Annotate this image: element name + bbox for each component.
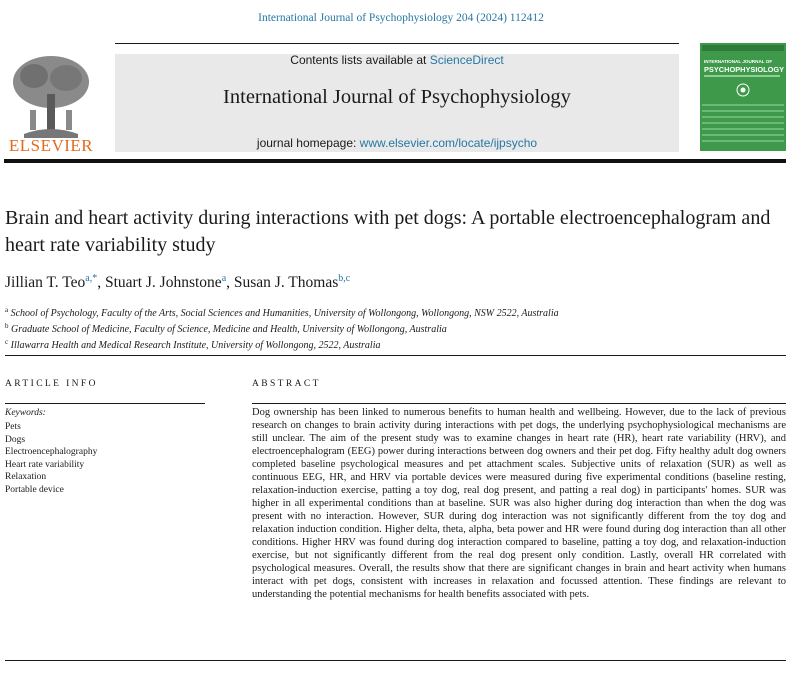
affiliation-item [5, 336, 785, 352]
publisher-name: ELSEVIER [8, 136, 94, 154]
homepage-prefix: journal homepage: [256, 136, 360, 150]
author-affiliation-marks[interactable]: a,* [85, 273, 98, 284]
header-top-rule [115, 43, 679, 44]
keyword-item: Portable device [5, 484, 64, 495]
author-list [5, 273, 785, 292]
cover-title-line2: PSYCHOPHYSIOLOGY [704, 65, 785, 74]
cover-art [700, 43, 786, 151]
contents-prefix: Contents lists available at [290, 53, 430, 67]
section-divider [5, 355, 786, 356]
abstract-heading: ABSTRACT [252, 379, 321, 389]
article-title: Brain and heart activity during interactions with pet dogs: A portable electroencephalogram and heart rate variability study [5, 207, 771, 256]
keyword-item: Heart rate variability [5, 459, 85, 470]
affiliation-mark: b [5, 322, 9, 330]
affiliation-text: School of Psychology, Faculty of the Arts, Social Sciences and Humanities, University of Wollongong, Wollongong, NSW 2522, Australia [10, 308, 559, 319]
keywords-list [5, 421, 205, 496]
cover-title-line1: INTERNATIONAL JOURNAL OF [704, 59, 773, 64]
affiliation-text: Illawarra Health and Medical Research Institute, University of Wollongong, 2522, Australia [10, 340, 381, 351]
abstract-rule [252, 403, 786, 404]
author-name[interactable]: Susan J. Thomas [233, 274, 339, 291]
author-affiliation-marks[interactable]: a [221, 273, 227, 284]
author-separator: , [97, 274, 105, 291]
header-bottom-rule [4, 159, 786, 163]
affiliation-text: Graduate School of Medicine, Faculty of Science, Medicine and Health, University of Wollongong, Australia [11, 324, 447, 335]
contents-line [115, 53, 679, 67]
abstract-bottom-rule [5, 660, 786, 661]
keyword-item: Electroencephalography [5, 447, 98, 457]
keyword-item: Relaxation [5, 472, 47, 482]
affiliation-list [5, 304, 785, 352]
author-affiliation-marks[interactable]: b,c [338, 273, 351, 284]
affiliation-item [5, 320, 785, 336]
journal-name: International Journal of Psychophysiology [223, 86, 571, 108]
article-info-rule [5, 403, 205, 404]
homepage-link[interactable]: www.elsevier.com/locate/ijpsycho [359, 136, 538, 150]
affiliation-item [5, 304, 785, 320]
affiliation-mark: a [5, 306, 9, 314]
author-name[interactable]: Jillian T. Teo [5, 274, 86, 291]
sciencedirect-link[interactable]: ScienceDirect [429, 53, 504, 67]
keywords-label: Keywords: [5, 408, 46, 418]
article-info-heading: ARTICLE INFO [5, 379, 98, 389]
journal-citation[interactable]: International Journal of Psychophysiology 204 (2024) 112412 [258, 12, 544, 24]
keyword-item: Dogs [5, 434, 26, 445]
affiliation-mark: c [5, 338, 9, 346]
journal-cover-thumbnail[interactable] [700, 43, 786, 151]
elsevier-logo [4, 54, 98, 154]
abstract-text: Dog ownership has been linked to numerous benefits to human health and wellbeing. However, due to the lack of previous research on changes to brain activity during interactions with pet dogs, the underlying psychophysiological mechanisms are still unclear. The aim of the present study was to examine changes in heart rate (HR), heart rate variability (HRV), and electroencephalogram (EEG) power during interactions between dog owners and their pet dog. Fifty healthy adult dog owners completed baseline psychological measures and pet attachment scales. Subjective units of relaxation (SUR) as well as continuous EEG, HR, and HRV via portable devices were measured during five experimental conditions (baseline resting, relaxation-induction exercise, patting a toy dog, real dog present, and patting a real dog) in participants' homes. SUR was higher in all experimental conditions than at baseline. SUR was also higher during dog interaction than when the dog was present with no interaction. However, SUR during dog interaction was not significantly different from the toy dog and relaxation induction condition. Higher delta, theta, alpha, beta power and HR were found during dog interaction than all other conditions. Higher HRV was found during dog interaction compared to baseline, patting a toy dog, and relaxation-induction exercise, but not significantly different from the real dog present only condition. Lastly, overall HR correlated with psychological measures. Overall, the results show that there are significant changes in brain and heart activity when humans interact with pet dogs, consistent with increases in relaxation and focussed attention. These findings are relevant to understanding the potential mechanisms for health benefits associated with pets. [252, 407, 786, 600]
author-separator: , [226, 274, 234, 291]
homepage-line [115, 136, 679, 150]
keyword-item: Pets [5, 422, 21, 432]
author-name[interactable]: Stuart J. Johnstone [105, 274, 222, 291]
